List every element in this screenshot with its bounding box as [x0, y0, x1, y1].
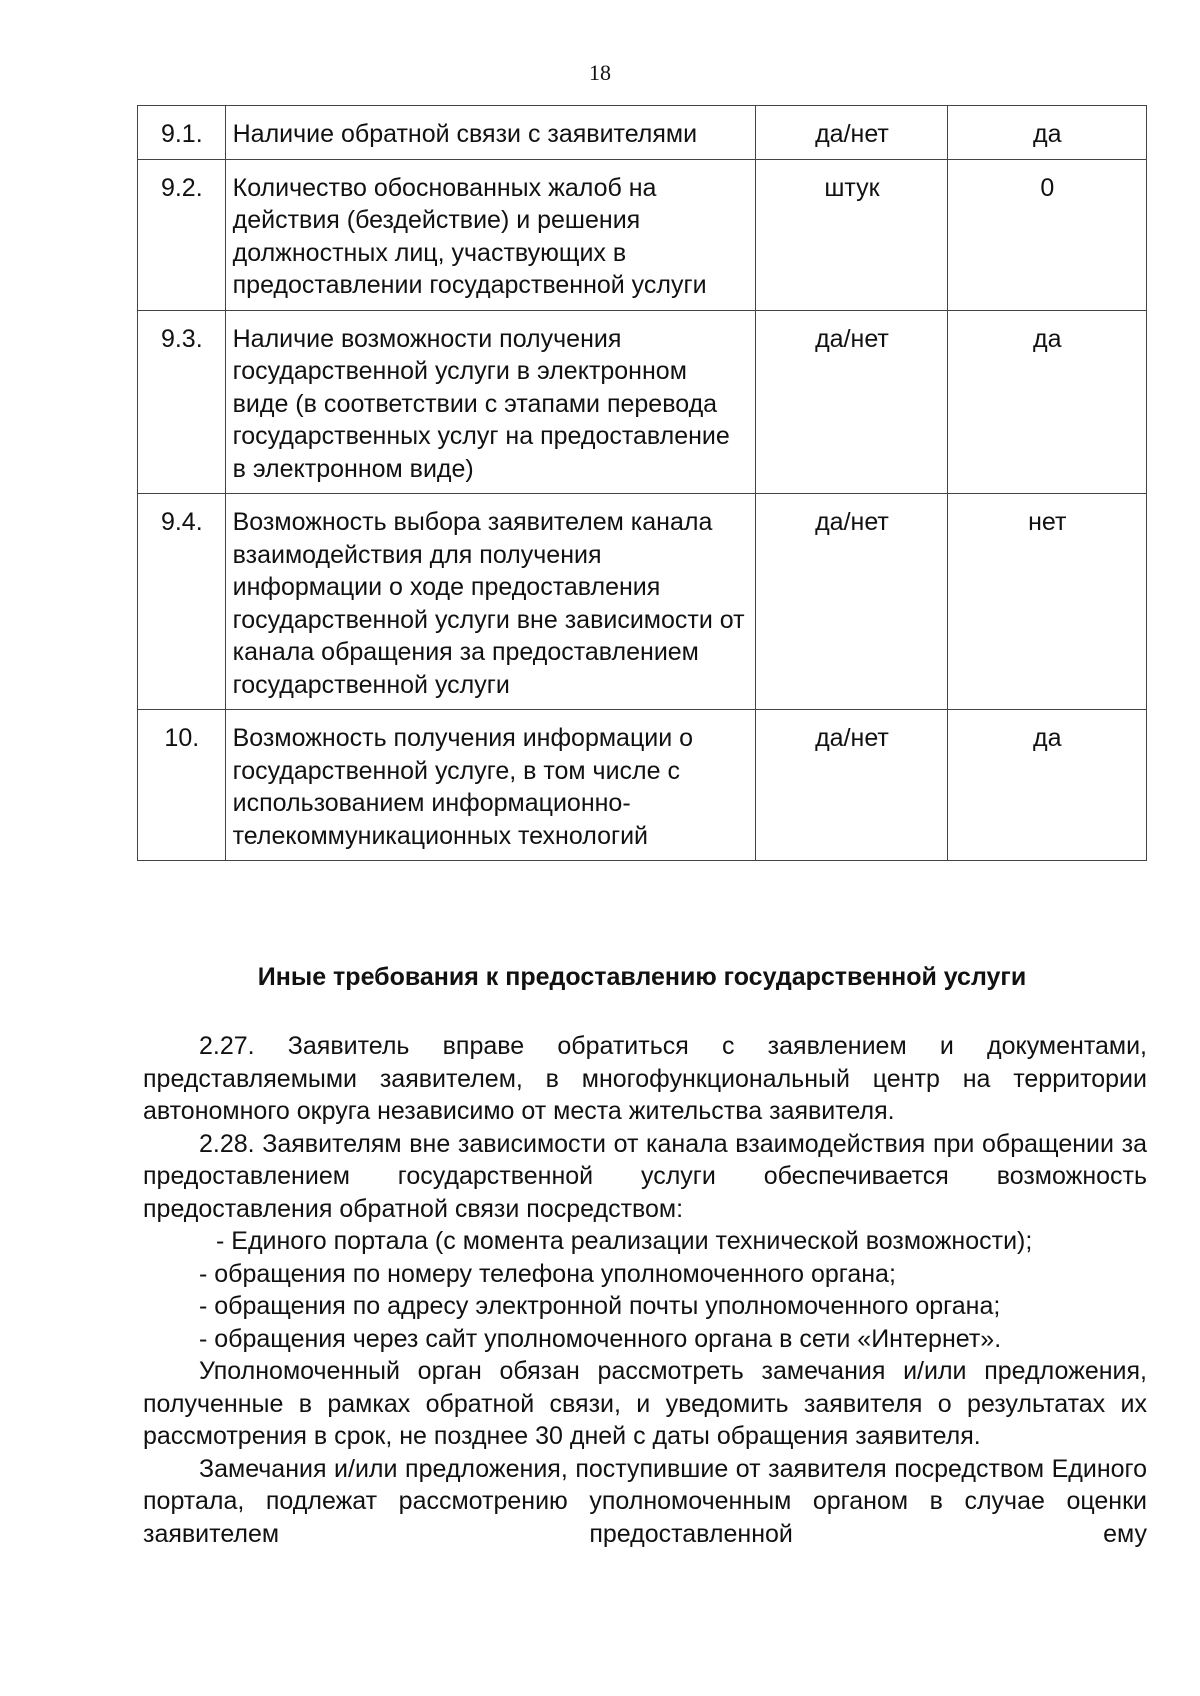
value-cell: нет: [947, 494, 1146, 710]
indicator-name-cell: Возможность получения информации о государственной услуге, в том числе с использованием информационно-телекоммуникационных технологий: [225, 710, 756, 861]
value-cell: да: [947, 106, 1146, 160]
list-item: - Единого портала (с момента реализации технической возможности);: [216, 1227, 1033, 1255]
page-number: 18: [589, 60, 611, 85]
row-number-cell: 9.1.: [138, 106, 226, 160]
requirements-table: [137, 105, 1147, 861]
table-row: [138, 106, 1147, 160]
indicator-name-cell: Количество обоснованных жалоб на действия (бездействие) и решения должностных лиц, участвующих в предоставлении государственной услуги: [225, 159, 756, 310]
unit-cell: да/нет: [756, 310, 947, 494]
value-cell: 0: [947, 159, 1146, 310]
row-number-cell: 9.4.: [138, 494, 226, 710]
indicator-name-cell: Наличие обратной связи с заявителями: [225, 106, 756, 160]
section-heading: Иные требования к предоставлению государственной услуги: [257, 963, 1027, 991]
table-row: [138, 310, 1147, 494]
table-row: [138, 494, 1147, 710]
paragraph-2-27: 2.27. Заявитель вправе обратиться с заявлением и документами, представляемыми заявителем, в многофункциональный центр на территории автономного округа независимо от места жительства заявителя.: [143, 1032, 1147, 1125]
unit-cell: да/нет: [756, 106, 947, 160]
list-item: - обращения через сайт уполномоченного органа в сети «Интернет».: [199, 1324, 1002, 1353]
unit-cell: да/нет: [756, 494, 947, 710]
list-item: - обращения по номеру телефона уполномоченного органа;: [199, 1259, 896, 1288]
indicator-name-cell: Наличие возможности получения государственной услуги в электронном виде (в соответствии с этапами перевода государственных услуг на предоставление в электронном виде): [225, 310, 756, 494]
unit-cell: штук: [756, 159, 947, 310]
row-number-cell: 9.2.: [138, 159, 226, 310]
body-text: [143, 1030, 1147, 1550]
paragraph-2-28: 2.28. Заявителям вне зависимости от канала взаимодействия при обращении за предоставлением государственной услуги обеспечивается возможность предоставления обратной связи посредством:: [143, 1129, 1147, 1223]
value-cell: да: [947, 710, 1146, 861]
row-number-cell: 9.3.: [138, 310, 226, 494]
indicator-name-cell: Возможность выбора заявителем канала взаимодействия для получения информации о ходе предоставления государственной услуги вне зависимости от канала обращения за предоставлением государственной услуги: [225, 494, 756, 710]
table-row: [138, 710, 1147, 861]
list-item: - обращения по адресу электронной почты уполномоченного органа;: [199, 1292, 1001, 1320]
unit-cell: да/нет: [756, 710, 947, 861]
row-number-cell: 10.: [138, 710, 226, 861]
paragraph-obligation: Уполномоченный орган обязан рассмотреть замечания и/или предложения, полученные в рамках обратной связи, и уведомить заявителя о результатах их рассмотрения в срок, не позднее 30 дней с даты обращения заявителя.: [143, 1357, 1147, 1450]
value-cell: да: [947, 310, 1146, 494]
table-row: [138, 159, 1147, 310]
paragraph-remarks: Замечания и/или предложения, поступившие от заявителя посредством Единого портала, подлежат рассмотрению уполномоченным органом в случае оценки заявителем предоставленной ему: [143, 1454, 1147, 1548]
